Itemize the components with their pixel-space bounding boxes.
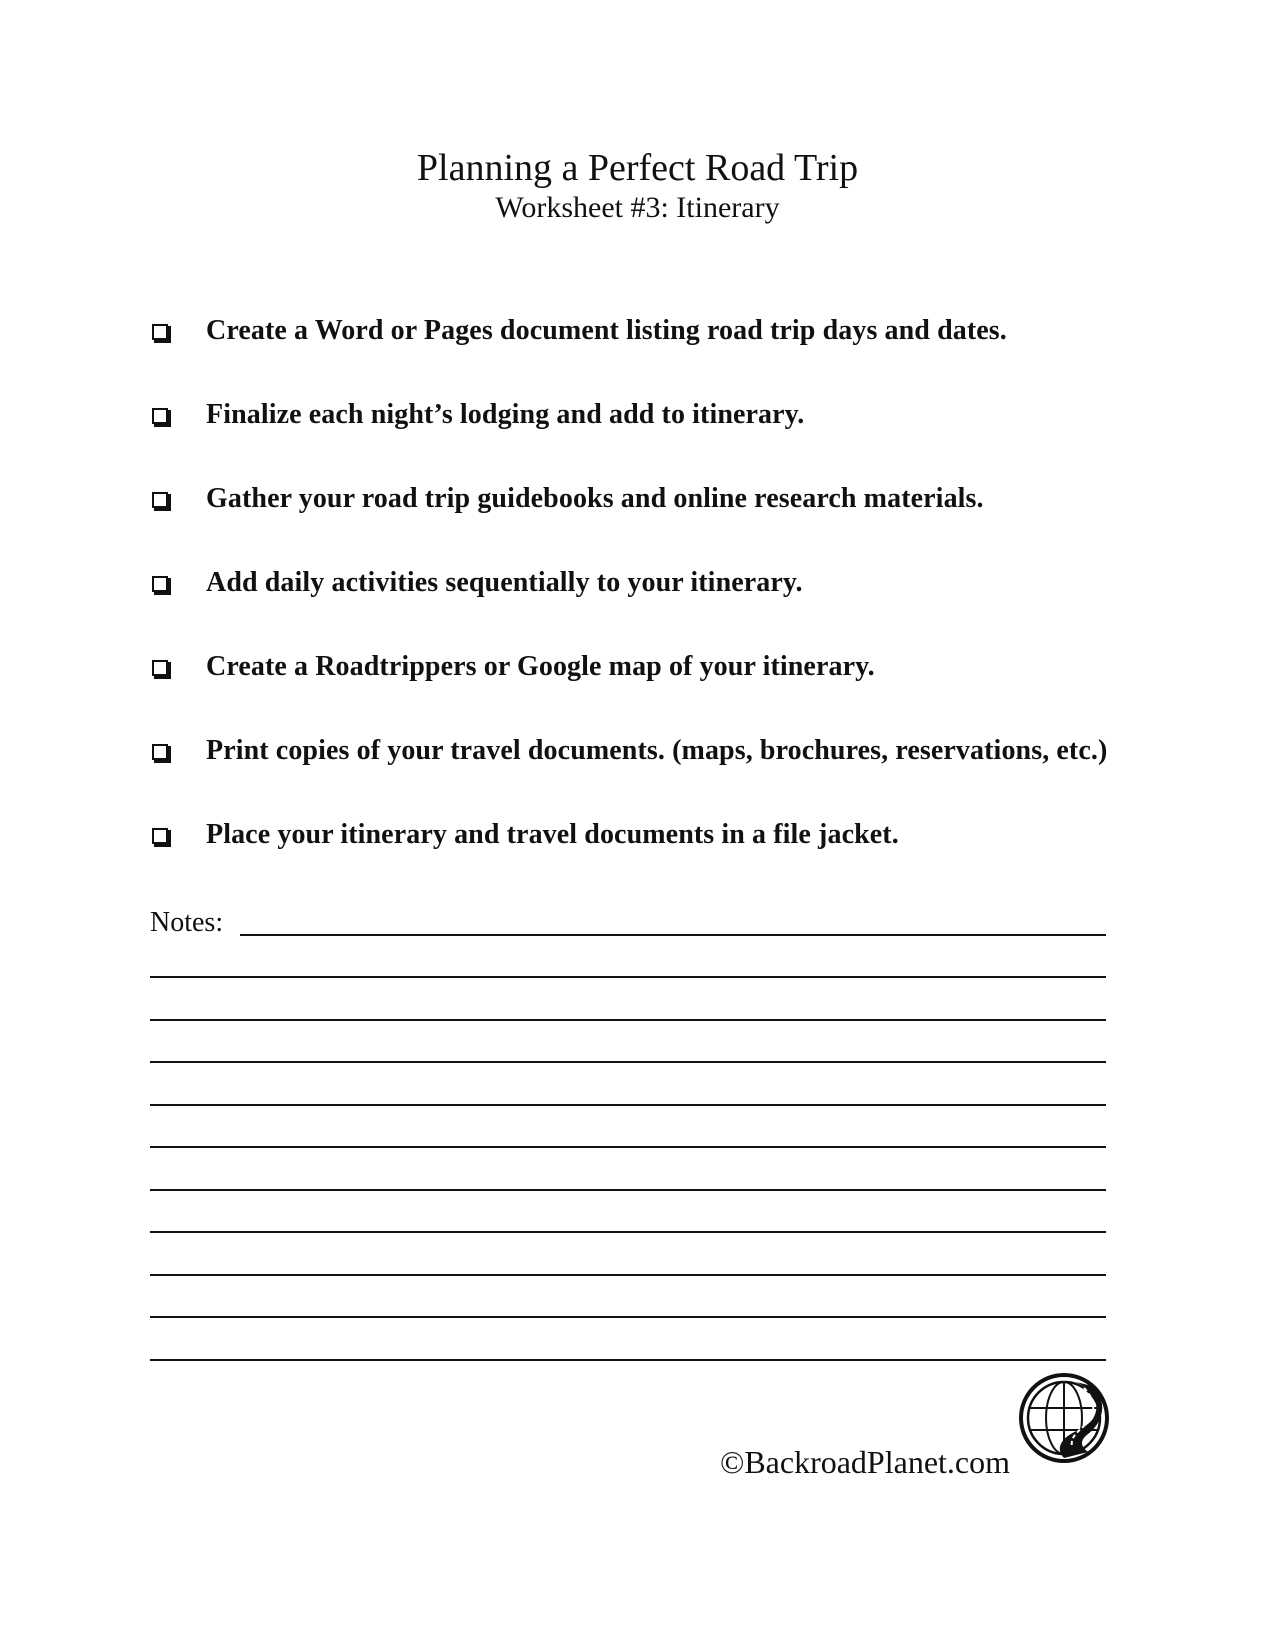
notes-line[interactable] <box>150 1274 1106 1276</box>
checkbox-icon[interactable] <box>152 576 168 592</box>
page-title: Planning a Perfect Road Trip <box>416 147 859 189</box>
checklist-item-label: Create a Roadtrippers or Google map of your itinerary. <box>206 651 875 682</box>
notes-line[interactable] <box>150 1061 1106 1063</box>
checklist-item <box>152 566 1152 650</box>
notes-line[interactable] <box>150 976 1106 978</box>
notes-line[interactable] <box>150 1104 1106 1106</box>
checklist-item <box>152 314 1152 398</box>
checklist-item-label: Create a Word or Pages document listing road trip days and dates. <box>206 315 1007 346</box>
notes-line[interactable] <box>150 1019 1106 1021</box>
checklist-item <box>152 398 1152 482</box>
notes-line[interactable] <box>150 1316 1106 1318</box>
checklist-item-label: Finalize each night’s lodging and add to itinerary. <box>206 399 805 430</box>
checklist-item <box>152 650 1152 734</box>
notes-line[interactable] <box>240 934 1106 936</box>
checkbox-icon[interactable] <box>152 324 168 340</box>
globe-road-logo-icon <box>1018 1372 1110 1464</box>
checkbox-icon[interactable] <box>152 828 168 844</box>
checkbox-icon[interactable] <box>152 408 168 424</box>
checklist-item <box>152 734 1152 818</box>
checklist-item <box>152 482 1152 566</box>
checkbox-icon[interactable] <box>152 660 168 676</box>
checkbox-icon[interactable] <box>152 744 168 760</box>
page-subtitle: Worksheet #3: Itinerary <box>495 191 780 224</box>
checkbox-icon[interactable] <box>152 492 168 508</box>
notes-line[interactable] <box>150 1231 1106 1233</box>
checklist-item <box>152 818 1152 902</box>
notes-line[interactable] <box>150 1189 1106 1191</box>
checklist <box>152 314 1152 902</box>
notes-line[interactable] <box>150 1359 1106 1361</box>
checklist-item-label: Add daily activities sequentially to your itinerary. <box>206 567 803 598</box>
notes-label: Notes: <box>150 907 224 938</box>
checklist-item-label: Gather your road trip guidebooks and online research materials. <box>206 483 984 514</box>
notes-line[interactable] <box>150 1146 1106 1148</box>
checklist-item-label: Print copies of your travel documents. (maps, brochures, reservations, etc.) <box>206 735 1108 766</box>
copyright-text: ©BackroadPlanet.com <box>720 1444 1010 1480</box>
checklist-item-label: Place your itinerary and travel documents in a file jacket. <box>206 819 899 850</box>
